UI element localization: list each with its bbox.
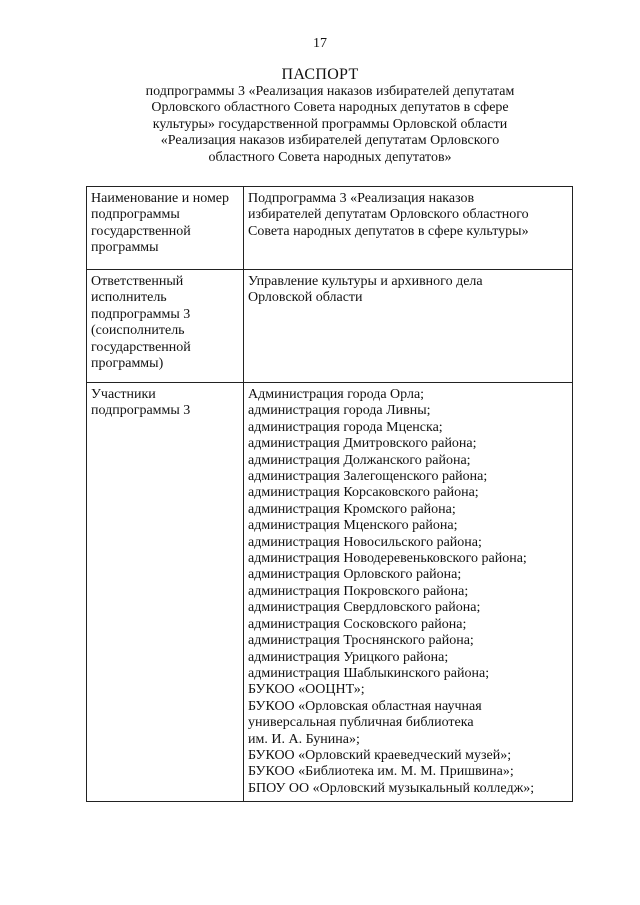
participant-line: администрация Покровского района; <box>248 583 469 599</box>
row-label-cell <box>87 383 244 802</box>
subtitle-line: Орловского областного Совета народных депутатов в сфере <box>151 100 509 116</box>
participant-line: администрация Сосковского района; <box>248 616 467 632</box>
row-label-cell <box>87 270 244 383</box>
value-line: Совета народных депутатов в сфере культуры» <box>248 223 529 239</box>
value-line: Орловской области <box>248 290 363 306</box>
value-line: Управление культуры и архивного дела <box>248 274 483 289</box>
participant-line: БУКОО «Библиотека им. М. М. Пришвина»; <box>248 764 514 780</box>
participant-line: администрация Шаблыкинского района; <box>248 665 490 681</box>
label-line: подпрограммы 3 <box>91 403 191 419</box>
participant-line: БУКОО «Орловский краеведческий музей»; <box>248 747 512 763</box>
label-line: программы <box>91 240 159 256</box>
participant-line: администрация Троснянского района; <box>248 633 474 649</box>
participant-line: администрация Должанского района; <box>248 452 471 468</box>
participant-line: администрация Мценского района; <box>248 518 458 534</box>
label-line: Наименование и номер <box>91 191 230 206</box>
row-value-cell <box>244 383 573 802</box>
label-line: Участники <box>91 387 156 402</box>
table-row <box>87 187 573 270</box>
subtitle-line: областного Совета народных депутатов» <box>208 149 452 165</box>
participant-line: Администрация города Орла; <box>248 387 425 402</box>
participant-line: администрация Кромского района; <box>248 501 456 517</box>
document-title: ПАСПОРТ <box>281 66 359 83</box>
document-subtitle <box>120 84 540 166</box>
participant-line: администрация Свердловского района; <box>248 600 481 616</box>
participant-line: администрация Урицкого района; <box>248 649 449 665</box>
value-line: Подпрограмма 3 «Реализация наказов <box>248 191 475 206</box>
participant-line: администрация Новодеревеньковского района; <box>248 551 527 567</box>
participant-line: администрация города Ливны; <box>248 403 431 419</box>
participant-line: администрация Корсаковского района; <box>248 485 479 501</box>
participant-line: администрация Орловского района; <box>248 567 462 583</box>
passport-table <box>86 186 573 802</box>
participant-line: администрация города Мценска; <box>248 419 443 435</box>
row-value-cell <box>244 270 573 383</box>
subtitle-line: подпрограммы 3 «Реализация наказов избирателей депутатам <box>145 84 515 99</box>
subtitle-line: «Реализация наказов избирателей депутатам Орловского <box>160 133 500 149</box>
table-row <box>87 383 573 802</box>
participant-line: БПОУ ОО «Орловский музыкальный колледж»; <box>248 780 535 796</box>
label-line: государственной <box>91 223 191 239</box>
participant-line: БУКОО «ООЦНТ»; <box>248 682 365 698</box>
participant-line: универсальная публичная библиотека <box>248 715 474 731</box>
participant-line: администрация Новосильского района; <box>248 534 482 550</box>
label-line: программы) <box>91 356 164 372</box>
page-number: 17 <box>313 36 327 51</box>
label-line: исполнитель <box>91 290 167 306</box>
label-line: (соисполнитель <box>91 323 185 339</box>
label-line: подпрограммы <box>91 207 180 223</box>
table-row <box>87 270 573 383</box>
participant-line: администрация Дмитровского района; <box>248 436 477 452</box>
participant-line: БУКОО «Орловская областная научная <box>248 698 482 714</box>
label-line: Ответственный <box>91 274 184 289</box>
row-value-cell <box>244 187 573 270</box>
row-label-cell <box>87 187 244 270</box>
subtitle-line: культуры» государственной программы Орловской области <box>152 116 508 132</box>
label-line: подпрограммы 3 <box>91 306 191 322</box>
participant-line: администрация Залегощенского района; <box>248 469 488 485</box>
value-line: избирателей депутатам Орловского областного <box>248 207 529 223</box>
label-line: государственной <box>91 339 191 355</box>
participant-line: им. И. А. Бунина»; <box>248 731 360 747</box>
